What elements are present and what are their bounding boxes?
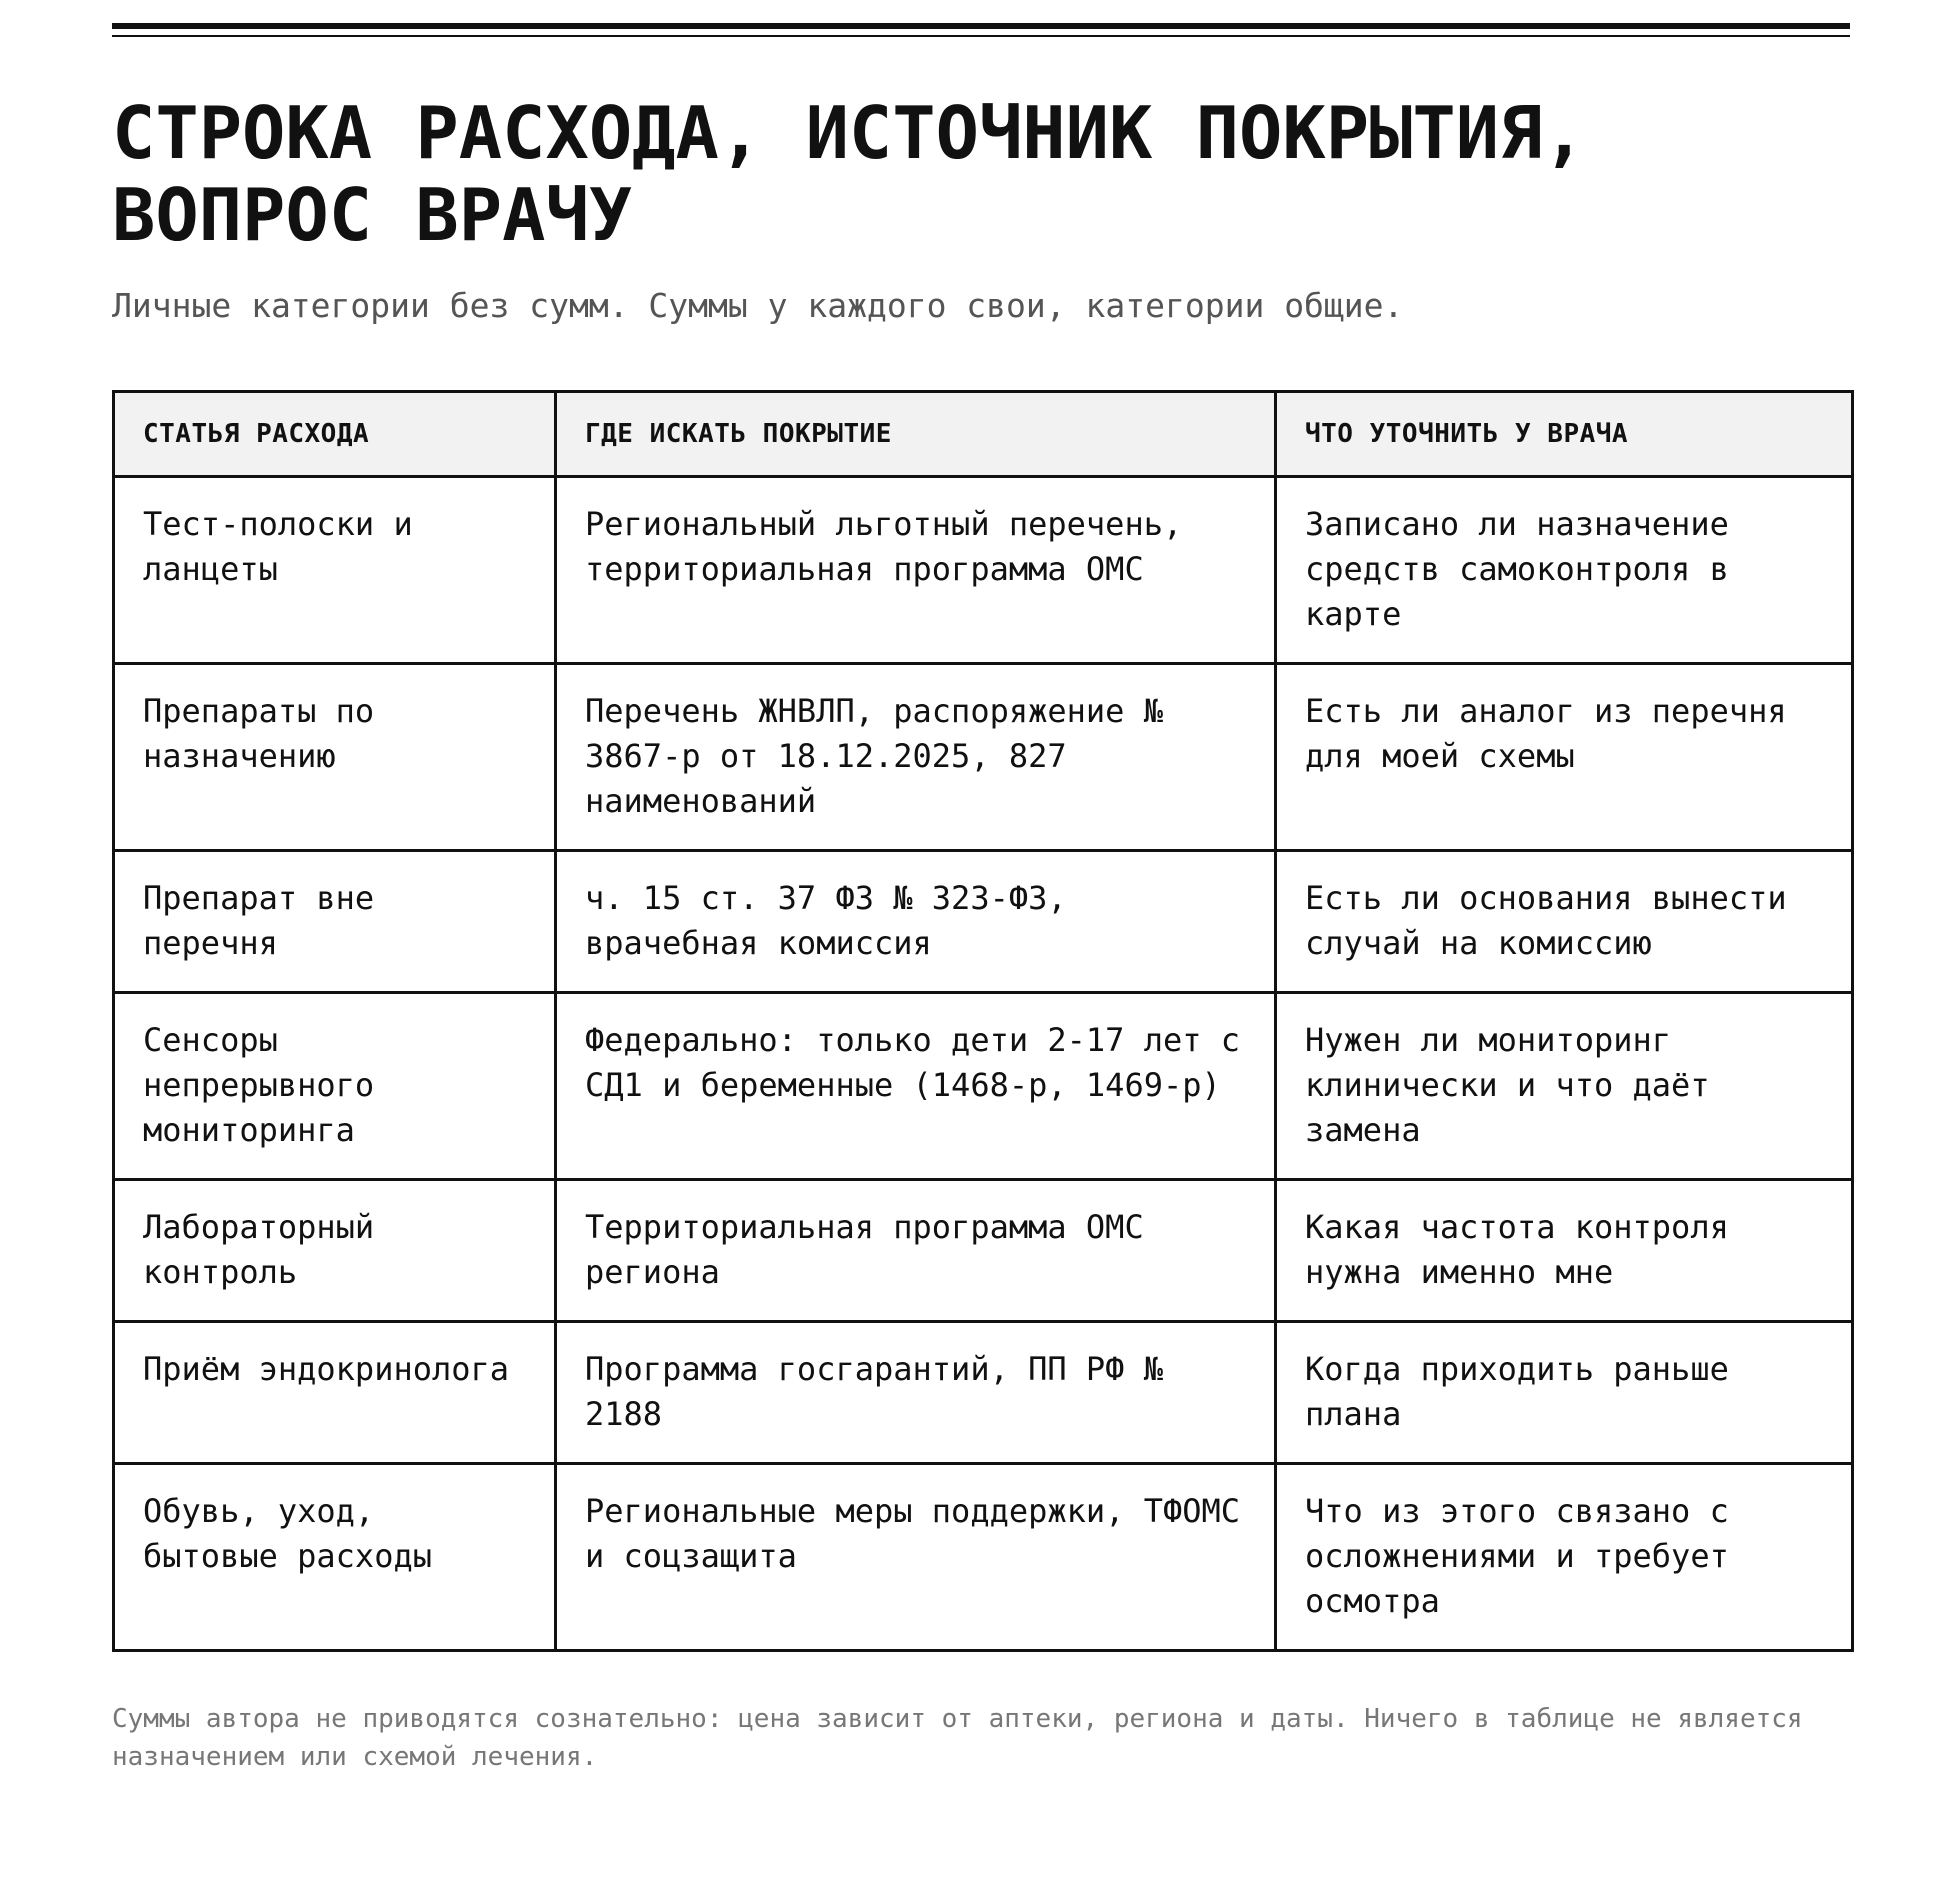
expense-cell: Приём эндокринолога [114,1322,556,1464]
coverage-cell: Федерально: только дети 2-17 лет с СД1 и беременные (1468-р, 1469-р) [556,993,1276,1180]
doctor-question-cell: Нужен ли мониторинг клинически и что даёт замена [1276,993,1853,1180]
doctor-question-cell: Есть ли аналог из перечня для моей схемы [1276,664,1853,851]
coverage-cell: Программа госгарантий, ПП РФ № 2188 [556,1322,1276,1464]
expense-cell: Обувь, уход, бытовые расходы [114,1464,556,1651]
coverage-cell: Перечень ЖНВЛП, распоряжение № 3867-р от 18.12.2025, 827 наименований [556,664,1276,851]
table-row [114,664,1853,851]
page-subtitle: Личные категории без сумм. Суммы у каждого свои, категории общие. [112,286,1404,325]
table-row [114,477,1853,664]
page-title: СТРОКА РАСХОДА, ИСТОЧНИК ПОКРЫТИЯ, ВОПРОС ВРАЧУ [112,91,1586,257]
table-header-row [114,392,1853,477]
column-header-coverage: ГДЕ ИСКАТЬ ПОКРЫТИЕ [556,392,1276,477]
coverage-cell: Региональный льготный перечень, территориальная программа ОМС [556,477,1276,664]
doctor-question-cell: Что из этого связано с осложнениями и требует осмотра [1276,1464,1853,1651]
coverage-cell: Региональные меры поддержки, ТФОМС и соцзащита [556,1464,1276,1651]
table-row [114,851,1853,993]
expense-cell: Сенсоры непрерывного мониторинга [114,993,556,1180]
doctor-question-cell: Какая частота контроля нужна именно мне [1276,1180,1853,1322]
column-header-expense: СТАТЬЯ РАСХОДА [114,392,556,477]
top-rule-thin [112,35,1850,37]
coverage-cell: ч. 15 ст. 37 ФЗ № 323-ФЗ, врачебная комиссия [556,851,1276,993]
expense-cell: Препараты по назначению [114,664,556,851]
coverage-cell: Территориальная программа ОМС региона [556,1180,1276,1322]
doctor-question-cell: Есть ли основания вынести случай на комиссию [1276,851,1853,993]
coverage-table [112,390,1854,1652]
table-row [114,1322,1853,1464]
expense-cell: Лабораторный контроль [114,1180,556,1322]
table-row [114,993,1853,1180]
footnote: Суммы автора не приводятся сознательно: цена зависит от аптеки, региона и даты. Ничего в таблице не является назначением или схемой лечения. [112,1704,1803,1772]
table-row [114,1180,1853,1322]
doctor-question-cell: Когда приходить раньше плана [1276,1322,1853,1464]
doctor-question-cell: Записано ли назначение средств самоконтроля в карте [1276,477,1853,664]
expense-cell: Тест-полоски и ланцеты [114,477,556,664]
table-row [114,1464,1853,1651]
expense-cell: Препарат вне перечня [114,851,556,993]
column-header-doctor-question: ЧТО УТОЧНИТЬ У ВРАЧА [1276,392,1853,477]
top-rule [112,23,1850,29]
